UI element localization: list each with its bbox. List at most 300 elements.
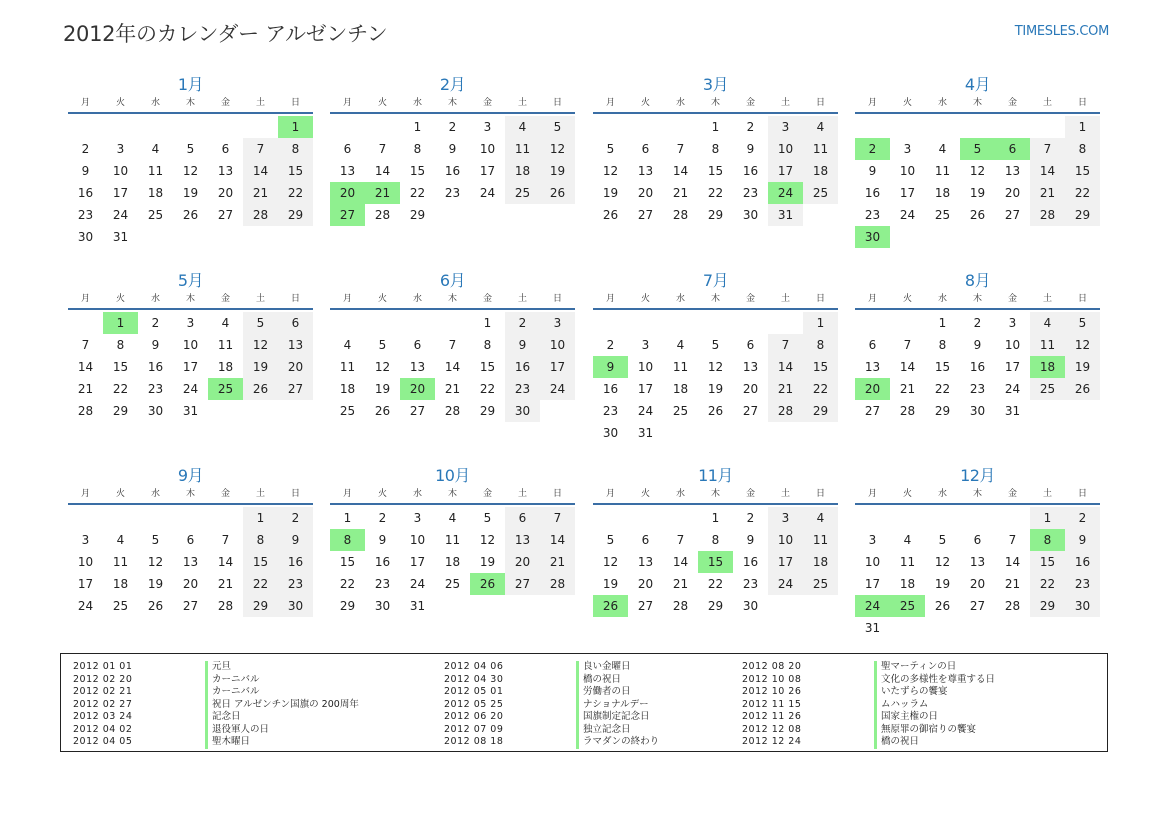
- day-cell[interactable]: 2: [378, 511, 387, 525]
- day-cell[interactable]: 20: [278, 356, 313, 378]
- day-cell[interactable]: 4: [803, 116, 838, 138]
- day-cell[interactable]: 5: [606, 142, 615, 156]
- day-cell[interactable]: 23: [77, 208, 94, 222]
- day-cell[interactable]: 30: [969, 404, 986, 418]
- day-cell[interactable]: 2: [505, 312, 540, 334]
- day-cell[interactable]: 8: [413, 142, 422, 156]
- day-cell[interactable]: 4: [803, 507, 838, 529]
- day-cell[interactable]: 10: [1004, 338, 1021, 352]
- day-cell[interactable]: 9: [746, 533, 755, 547]
- day-cell[interactable]: 10: [409, 533, 426, 547]
- day-cell[interactable]: 27: [969, 599, 986, 613]
- day-cell[interactable]: 25: [339, 404, 356, 418]
- day-cell[interactable]: 12: [147, 555, 164, 569]
- day-cell[interactable]: 5: [483, 511, 492, 525]
- day-cell[interactable]: 3: [186, 316, 195, 330]
- day-cell[interactable]: 12: [243, 334, 278, 356]
- day-cell[interactable]: 16: [444, 164, 461, 178]
- day-cell[interactable]: 3: [413, 511, 422, 525]
- day-cell[interactable]: 9: [151, 338, 160, 352]
- day-cell[interactable]: 20: [1004, 186, 1021, 200]
- day-cell[interactable]: 16: [742, 164, 759, 178]
- day-cell[interactable]: 4: [151, 142, 160, 156]
- day-cell[interactable]: 6: [505, 507, 540, 529]
- day-cell[interactable]: 17: [540, 356, 575, 378]
- day-cell[interactable]: 3: [1008, 316, 1017, 330]
- day-cell[interactable]: 28: [217, 599, 234, 613]
- day-cell[interactable]: 1: [413, 120, 422, 134]
- day-cell[interactable]: 22: [243, 573, 278, 595]
- day-cell[interactable]: 11: [1030, 334, 1065, 356]
- day-cell[interactable]: 7: [676, 533, 685, 547]
- day-cell[interactable]: 2: [973, 316, 982, 330]
- day-cell[interactable]: 1: [803, 312, 838, 334]
- day-cell[interactable]: 25: [890, 595, 925, 617]
- day-cell[interactable]: 4: [448, 511, 457, 525]
- day-cell[interactable]: 18: [803, 551, 838, 573]
- day-cell[interactable]: 2: [151, 316, 160, 330]
- day-cell[interactable]: 22: [707, 577, 724, 591]
- day-cell[interactable]: 5: [960, 138, 995, 160]
- day-cell[interactable]: 17: [77, 577, 94, 591]
- day-cell[interactable]: 27: [637, 208, 654, 222]
- day-cell[interactable]: 10: [479, 142, 496, 156]
- day-cell[interactable]: 25: [444, 577, 461, 591]
- day-cell[interactable]: 5: [151, 533, 160, 547]
- day-cell[interactable]: 30: [602, 426, 619, 440]
- day-cell[interactable]: 29: [339, 599, 356, 613]
- day-cell[interactable]: 27: [409, 404, 426, 418]
- day-cell[interactable]: 8: [1065, 138, 1100, 160]
- day-cell[interactable]: 4: [1030, 312, 1065, 334]
- day-cell[interactable]: 29: [479, 404, 496, 418]
- day-cell[interactable]: 27: [217, 208, 234, 222]
- day-cell[interactable]: 7: [540, 507, 575, 529]
- day-cell[interactable]: 2: [606, 338, 615, 352]
- day-cell[interactable]: 8: [243, 529, 278, 551]
- day-cell[interactable]: 2: [448, 120, 457, 134]
- day-cell[interactable]: 15: [1065, 160, 1100, 182]
- day-cell[interactable]: 1: [278, 116, 313, 138]
- day-cell[interactable]: 20: [969, 577, 986, 591]
- day-cell[interactable]: 15: [698, 551, 733, 573]
- day-cell[interactable]: 21: [768, 378, 803, 400]
- day-cell[interactable]: 5: [938, 533, 947, 547]
- day-cell[interactable]: 27: [637, 599, 654, 613]
- day-cell[interactable]: 17: [864, 577, 881, 591]
- day-cell[interactable]: 4: [903, 533, 912, 547]
- day-cell[interactable]: 22: [339, 577, 356, 591]
- day-cell[interactable]: 13: [217, 164, 234, 178]
- day-cell[interactable]: 6: [343, 142, 352, 156]
- day-cell[interactable]: 24: [637, 404, 654, 418]
- day-cell[interactable]: 21: [217, 577, 234, 591]
- day-cell[interactable]: 3: [903, 142, 912, 156]
- day-cell[interactable]: 18: [899, 577, 916, 591]
- day-cell[interactable]: 5: [378, 338, 387, 352]
- day-cell[interactable]: 10: [768, 529, 803, 551]
- day-cell[interactable]: 20: [855, 378, 890, 400]
- day-cell[interactable]: 13: [278, 334, 313, 356]
- day-cell[interactable]: 24: [1004, 382, 1021, 396]
- day-cell[interactable]: 6: [413, 338, 422, 352]
- day-cell[interactable]: 12: [182, 164, 199, 178]
- day-cell[interactable]: 20: [742, 382, 759, 396]
- day-cell[interactable]: 16: [278, 551, 313, 573]
- day-cell[interactable]: 17: [1004, 360, 1021, 374]
- day-cell[interactable]: 4: [505, 116, 540, 138]
- day-cell[interactable]: 8: [938, 338, 947, 352]
- day-cell[interactable]: 10: [899, 164, 916, 178]
- day-cell[interactable]: 30: [505, 400, 540, 422]
- day-cell[interactable]: 19: [374, 382, 391, 396]
- day-cell[interactable]: 14: [899, 360, 916, 374]
- day-cell[interactable]: 29: [409, 208, 426, 222]
- day-cell[interactable]: 28: [540, 573, 575, 595]
- day-cell[interactable]: 18: [112, 577, 129, 591]
- day-cell[interactable]: 5: [186, 142, 195, 156]
- day-cell[interactable]: 9: [378, 533, 387, 547]
- day-cell[interactable]: 31: [768, 204, 803, 226]
- day-cell[interactable]: 7: [676, 142, 685, 156]
- day-cell[interactable]: 30: [278, 595, 313, 617]
- day-cell[interactable]: 24: [77, 599, 94, 613]
- day-cell[interactable]: 17: [409, 555, 426, 569]
- day-cell[interactable]: 10: [637, 360, 654, 374]
- day-cell[interactable]: 10: [540, 334, 575, 356]
- day-cell[interactable]: 25: [934, 208, 951, 222]
- day-cell[interactable]: 28: [768, 400, 803, 422]
- day-cell[interactable]: 7: [1030, 138, 1065, 160]
- day-cell[interactable]: 18: [1030, 356, 1065, 378]
- day-cell[interactable]: 12: [969, 164, 986, 178]
- day-cell[interactable]: 1: [1030, 507, 1065, 529]
- day-cell[interactable]: 7: [378, 142, 387, 156]
- day-cell[interactable]: 31: [182, 404, 199, 418]
- day-cell[interactable]: 27: [330, 204, 365, 226]
- day-cell[interactable]: 21: [540, 551, 575, 573]
- day-cell[interactable]: 16: [147, 360, 164, 374]
- day-cell[interactable]: 26: [969, 208, 986, 222]
- day-cell[interactable]: 23: [278, 573, 313, 595]
- day-cell[interactable]: 28: [672, 208, 689, 222]
- day-cell[interactable]: 16: [864, 186, 881, 200]
- day-cell[interactable]: 29: [1030, 595, 1065, 617]
- day-cell[interactable]: 8: [711, 142, 720, 156]
- day-cell[interactable]: 20: [330, 182, 365, 204]
- day-cell[interactable]: 7: [903, 338, 912, 352]
- day-cell[interactable]: 28: [374, 208, 391, 222]
- day-cell[interactable]: 29: [803, 400, 838, 422]
- day-cell[interactable]: 11: [112, 555, 129, 569]
- day-cell[interactable]: 17: [899, 186, 916, 200]
- day-cell[interactable]: 23: [742, 577, 759, 591]
- day-cell[interactable]: 4: [938, 142, 947, 156]
- day-cell[interactable]: 12: [540, 138, 575, 160]
- day-cell[interactable]: 8: [278, 138, 313, 160]
- day-cell[interactable]: 12: [374, 360, 391, 374]
- day-cell[interactable]: 2: [746, 511, 755, 525]
- day-cell[interactable]: 30: [77, 230, 94, 244]
- day-cell[interactable]: 26: [934, 599, 951, 613]
- day-cell[interactable]: 13: [864, 360, 881, 374]
- day-cell[interactable]: 13: [409, 360, 426, 374]
- day-cell[interactable]: 16: [1065, 551, 1100, 573]
- day-cell[interactable]: 14: [77, 360, 94, 374]
- day-cell[interactable]: 6: [973, 533, 982, 547]
- day-cell[interactable]: 22: [707, 186, 724, 200]
- day-cell[interactable]: 5: [540, 116, 575, 138]
- day-cell[interactable]: 12: [1065, 334, 1100, 356]
- day-cell[interactable]: 18: [672, 382, 689, 396]
- day-cell[interactable]: 17: [768, 551, 803, 573]
- day-cell[interactable]: 19: [243, 356, 278, 378]
- day-cell[interactable]: 7: [448, 338, 457, 352]
- day-cell[interactable]: 26: [147, 599, 164, 613]
- day-cell[interactable]: 13: [637, 555, 654, 569]
- day-cell[interactable]: 23: [969, 382, 986, 396]
- day-cell[interactable]: 8: [711, 533, 720, 547]
- day-cell[interactable]: 19: [479, 555, 496, 569]
- day-cell[interactable]: 20: [637, 577, 654, 591]
- day-cell[interactable]: 24: [855, 595, 890, 617]
- day-cell[interactable]: 15: [112, 360, 129, 374]
- day-cell[interactable]: 13: [1004, 164, 1021, 178]
- day-cell[interactable]: 9: [973, 338, 982, 352]
- day-cell[interactable]: 23: [1065, 573, 1100, 595]
- day-cell[interactable]: 29: [112, 404, 129, 418]
- day-cell[interactable]: 27: [505, 573, 540, 595]
- day-cell[interactable]: 30: [742, 208, 759, 222]
- day-cell[interactable]: 25: [672, 404, 689, 418]
- day-cell[interactable]: 29: [707, 599, 724, 613]
- day-cell[interactable]: 6: [641, 142, 650, 156]
- day-cell[interactable]: 18: [505, 160, 540, 182]
- day-cell[interactable]: 14: [672, 164, 689, 178]
- day-cell[interactable]: 26: [1065, 378, 1100, 400]
- day-cell[interactable]: 13: [182, 555, 199, 569]
- day-cell[interactable]: 9: [278, 529, 313, 551]
- day-cell[interactable]: 22: [479, 382, 496, 396]
- day-cell[interactable]: 23: [505, 378, 540, 400]
- day-cell[interactable]: 29: [278, 204, 313, 226]
- day-cell[interactable]: 10: [77, 555, 94, 569]
- day-cell[interactable]: 20: [505, 551, 540, 573]
- day-cell[interactable]: 20: [400, 378, 435, 400]
- day-cell[interactable]: 10: [768, 138, 803, 160]
- day-cell[interactable]: 28: [1030, 204, 1065, 226]
- day-cell[interactable]: 13: [969, 555, 986, 569]
- day-cell[interactable]: 7: [768, 334, 803, 356]
- day-cell[interactable]: 6: [995, 138, 1030, 160]
- day-cell[interactable]: 23: [742, 186, 759, 200]
- day-cell[interactable]: 3: [768, 507, 803, 529]
- day-cell[interactable]: 28: [899, 404, 916, 418]
- day-cell[interactable]: 21: [77, 382, 94, 396]
- day-cell[interactable]: 14: [768, 356, 803, 378]
- day-cell[interactable]: 2: [746, 120, 755, 134]
- day-cell[interactable]: 26: [182, 208, 199, 222]
- day-cell[interactable]: 17: [112, 186, 129, 200]
- day-cell[interactable]: 16: [602, 382, 619, 396]
- day-cell[interactable]: 25: [208, 378, 243, 400]
- day-cell[interactable]: 21: [672, 186, 689, 200]
- day-cell[interactable]: 30: [374, 599, 391, 613]
- day-cell[interactable]: 21: [365, 182, 400, 204]
- day-cell[interactable]: 11: [147, 164, 164, 178]
- day-cell[interactable]: 24: [899, 208, 916, 222]
- day-cell[interactable]: 15: [409, 164, 426, 178]
- day-cell[interactable]: 11: [899, 555, 916, 569]
- day-cell[interactable]: 28: [77, 404, 94, 418]
- day-cell[interactable]: 19: [934, 577, 951, 591]
- day-cell[interactable]: 29: [243, 595, 278, 617]
- day-cell[interactable]: 16: [77, 186, 94, 200]
- day-cell[interactable]: 18: [147, 186, 164, 200]
- day-cell[interactable]: 13: [742, 360, 759, 374]
- day-cell[interactable]: 22: [1065, 182, 1100, 204]
- day-cell[interactable]: 1: [343, 511, 352, 525]
- day-cell[interactable]: 24: [768, 573, 803, 595]
- day-cell[interactable]: 13: [339, 164, 356, 178]
- day-cell[interactable]: 26: [593, 595, 628, 617]
- day-cell[interactable]: 1: [103, 312, 138, 334]
- day-cell[interactable]: 20: [637, 186, 654, 200]
- day-cell[interactable]: 30: [147, 404, 164, 418]
- day-cell[interactable]: 19: [707, 382, 724, 396]
- day-cell[interactable]: 26: [540, 182, 575, 204]
- day-cell[interactable]: 29: [1065, 204, 1100, 226]
- day-cell[interactable]: 18: [444, 555, 461, 569]
- day-cell[interactable]: 11: [217, 338, 234, 352]
- day-cell[interactable]: 6: [186, 533, 195, 547]
- day-cell[interactable]: 9: [868, 164, 877, 178]
- day-cell[interactable]: 28: [444, 404, 461, 418]
- day-cell[interactable]: 7: [221, 533, 230, 547]
- day-cell[interactable]: 12: [602, 164, 619, 178]
- day-cell[interactable]: 14: [374, 164, 391, 178]
- day-cell[interactable]: 3: [768, 116, 803, 138]
- day-cell[interactable]: 25: [1030, 378, 1065, 400]
- day-cell[interactable]: 17: [768, 160, 803, 182]
- day-cell[interactable]: 29: [934, 404, 951, 418]
- day-cell[interactable]: 10: [112, 164, 129, 178]
- day-cell[interactable]: 9: [1065, 529, 1100, 551]
- day-cell[interactable]: 12: [934, 555, 951, 569]
- day-cell[interactable]: 14: [672, 555, 689, 569]
- day-cell[interactable]: 16: [505, 356, 540, 378]
- day-cell[interactable]: 17: [637, 382, 654, 396]
- day-cell[interactable]: 19: [969, 186, 986, 200]
- day-cell[interactable]: 21: [672, 577, 689, 591]
- day-cell[interactable]: 19: [602, 577, 619, 591]
- day-cell[interactable]: 24: [768, 182, 803, 204]
- day-cell[interactable]: 20: [182, 577, 199, 591]
- day-cell[interactable]: 3: [641, 338, 650, 352]
- day-cell[interactable]: 4: [221, 316, 230, 330]
- day-cell[interactable]: 25: [803, 573, 838, 595]
- day-cell[interactable]: 25: [112, 599, 129, 613]
- day-cell[interactable]: 1: [1065, 116, 1100, 138]
- day-cell[interactable]: 12: [707, 360, 724, 374]
- day-cell[interactable]: 13: [505, 529, 540, 551]
- day-cell[interactable]: 6: [221, 142, 230, 156]
- day-cell[interactable]: 27: [864, 404, 881, 418]
- day-cell[interactable]: 14: [243, 160, 278, 182]
- day-cell[interactable]: 13: [637, 164, 654, 178]
- day-cell[interactable]: 30: [742, 599, 759, 613]
- day-cell[interactable]: 15: [278, 160, 313, 182]
- day-cell[interactable]: 2: [1065, 507, 1100, 529]
- day-cell[interactable]: 2: [81, 142, 90, 156]
- day-cell[interactable]: 4: [343, 338, 352, 352]
- day-cell[interactable]: 29: [707, 208, 724, 222]
- day-cell[interactable]: 7: [1008, 533, 1017, 547]
- day-cell[interactable]: 31: [1004, 404, 1021, 418]
- day-cell[interactable]: 24: [112, 208, 129, 222]
- day-cell[interactable]: 9: [746, 142, 755, 156]
- day-cell[interactable]: 21: [243, 182, 278, 204]
- day-cell[interactable]: 6: [746, 338, 755, 352]
- day-cell[interactable]: 15: [934, 360, 951, 374]
- day-cell[interactable]: 3: [483, 120, 492, 134]
- day-cell[interactable]: 1: [711, 120, 720, 134]
- day-cell[interactable]: 8: [116, 338, 125, 352]
- day-cell[interactable]: 15: [803, 356, 838, 378]
- day-cell[interactable]: 8: [803, 334, 838, 356]
- day-cell[interactable]: 14: [217, 555, 234, 569]
- day-cell[interactable]: 17: [182, 360, 199, 374]
- day-cell[interactable]: 27: [1004, 208, 1021, 222]
- day-cell[interactable]: 11: [934, 164, 951, 178]
- day-cell[interactable]: 9: [81, 164, 90, 178]
- day-cell[interactable]: 26: [470, 573, 505, 595]
- day-cell[interactable]: 23: [864, 208, 881, 222]
- day-cell[interactable]: 23: [444, 186, 461, 200]
- day-cell[interactable]: 21: [1004, 577, 1021, 591]
- day-cell[interactable]: 3: [868, 533, 877, 547]
- day-cell[interactable]: 10: [864, 555, 881, 569]
- day-cell[interactable]: 24: [479, 186, 496, 200]
- day-cell[interactable]: 23: [602, 404, 619, 418]
- day-cell[interactable]: 14: [1004, 555, 1021, 569]
- day-cell[interactable]: 15: [1030, 551, 1065, 573]
- day-cell[interactable]: 11: [672, 360, 689, 374]
- day-cell[interactable]: 11: [803, 529, 838, 551]
- day-cell[interactable]: 2: [855, 138, 890, 160]
- day-cell[interactable]: 30: [1065, 595, 1100, 617]
- day-cell[interactable]: 9: [505, 334, 540, 356]
- day-cell[interactable]: 22: [112, 382, 129, 396]
- day-cell[interactable]: 1: [483, 316, 492, 330]
- day-cell[interactable]: 27: [278, 378, 313, 400]
- day-cell[interactable]: 18: [339, 382, 356, 396]
- day-cell[interactable]: 12: [602, 555, 619, 569]
- day-cell[interactable]: 24: [409, 577, 426, 591]
- day-cell[interactable]: 19: [602, 186, 619, 200]
- day-cell[interactable]: 3: [116, 142, 125, 156]
- day-cell[interactable]: 16: [742, 555, 759, 569]
- day-cell[interactable]: 21: [444, 382, 461, 396]
- day-cell[interactable]: 24: [540, 378, 575, 400]
- day-cell[interactable]: 1: [938, 316, 947, 330]
- day-cell[interactable]: 8: [330, 529, 365, 551]
- day-cell[interactable]: 23: [374, 577, 391, 591]
- day-cell[interactable]: 6: [868, 338, 877, 352]
- day-cell[interactable]: 22: [934, 382, 951, 396]
- day-cell[interactable]: 5: [1065, 312, 1100, 334]
- day-cell[interactable]: 9: [448, 142, 457, 156]
